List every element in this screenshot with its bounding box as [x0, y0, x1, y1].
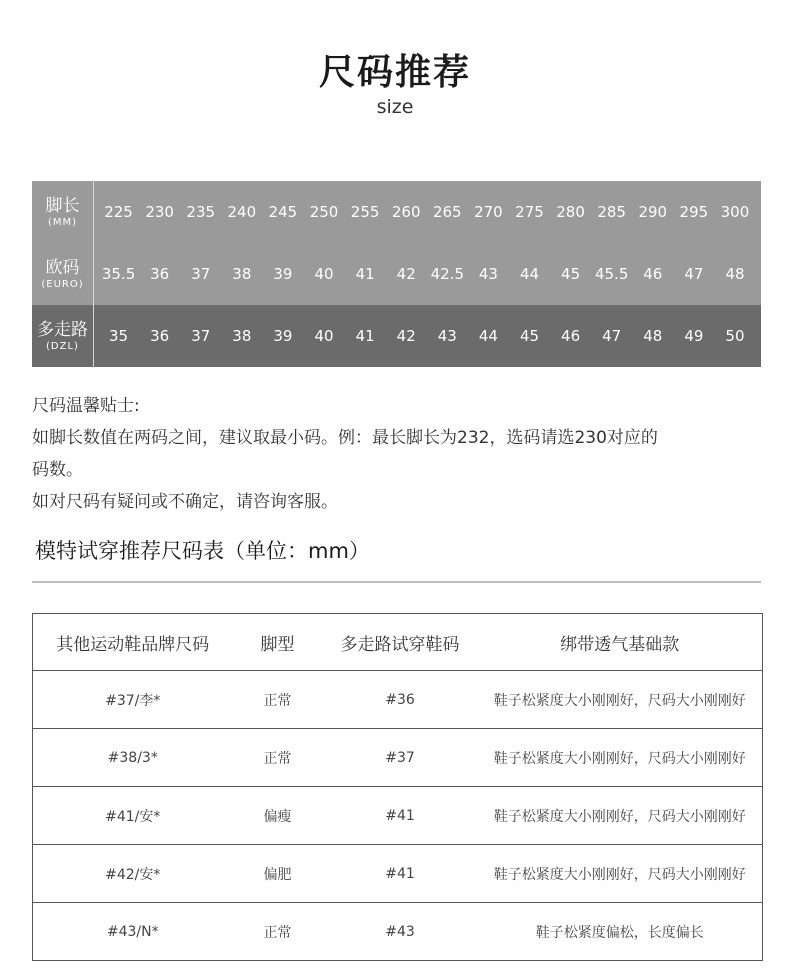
size-cell: 46: [561, 327, 581, 345]
tips-line: 码数。: [32, 460, 83, 480]
table-cell: 鞋子松紧度大小刚刚好，尺码大小刚刚好: [478, 671, 763, 729]
size-cell: 47: [602, 327, 622, 345]
table-row: [33, 729, 763, 787]
size-cell: 39: [273, 327, 293, 345]
size-cell: 290: [638, 203, 668, 221]
table-header-row: [33, 614, 763, 671]
table-cell: 鞋子松紧度大小刚刚好，尺码大小刚刚好: [478, 729, 763, 787]
table-cell: 偏瘦: [233, 787, 323, 845]
table-cell: 正常: [233, 729, 323, 787]
table-cell: 正常: [233, 671, 323, 729]
model-size-table: [32, 613, 763, 961]
table-cell: 正常: [233, 903, 323, 961]
size-cell: 36: [150, 327, 170, 345]
size-row-euro: [32, 243, 761, 305]
tips-line: 如对尺码有疑问或不确定，请咨询客服。: [32, 492, 338, 512]
size-cell: 40: [314, 265, 334, 283]
row-unit: (MM): [47, 216, 78, 228]
size-cell: 42: [396, 327, 416, 345]
row-header: [32, 181, 94, 243]
table-cell: 鞋子松紧度大小刚刚好，尺码大小刚刚好: [478, 787, 763, 845]
divider: [32, 581, 761, 583]
size-cell: 300: [720, 203, 750, 221]
size-cell: 235: [186, 203, 216, 221]
size-cell: 35: [109, 327, 129, 345]
size-cell: 39: [273, 265, 293, 283]
table-cell: #38/3*: [33, 729, 233, 787]
size-cell: 230: [145, 203, 174, 221]
table-cell: #37/李*: [33, 671, 233, 729]
size-cell: 45: [519, 327, 540, 345]
size-cell: 48: [725, 265, 745, 283]
table-cell: #41/安*: [33, 787, 233, 845]
table-row: [33, 903, 763, 961]
table-cell: #41: [323, 787, 478, 845]
size-cell: 240: [227, 203, 257, 221]
size-cell: 40: [314, 327, 334, 345]
size-cell: 42: [396, 265, 416, 283]
size-cell: 255: [350, 203, 380, 221]
size-cell: 225: [104, 203, 133, 221]
table-cell: #42/安*: [33, 845, 233, 903]
size-cell: 265: [432, 203, 462, 221]
column-header: 脚型: [233, 614, 323, 671]
tips-line: 如脚长数值在两码之间，建议取最小码。例：最长脚长为232，选码请选230对应的: [32, 428, 658, 448]
model-section-title: 模特试穿推荐尺码表（单位：mm）: [35, 539, 370, 563]
table-cell: 鞋子松紧度偏松，长度偏长: [478, 903, 763, 961]
column-header: 绑带透气基础款: [478, 614, 763, 671]
size-cell: 37: [191, 327, 211, 345]
size-cell: 250: [309, 203, 339, 221]
size-cell: 41: [355, 265, 375, 283]
size-cell: 47: [684, 265, 704, 283]
size-cell: 295: [679, 203, 709, 221]
page-title: 尺码推荐: [318, 52, 471, 93]
size-cell: 41: [355, 327, 375, 345]
size-cell: 44: [478, 327, 498, 345]
size-cell: 49: [684, 327, 704, 345]
size-cell: 280: [556, 203, 585, 221]
row-label: 脚长: [45, 195, 80, 216]
table-cell: #37: [323, 729, 478, 787]
size-cell: 38: [232, 265, 252, 283]
row-unit: (EURO): [41, 278, 84, 290]
size-cell: 46: [643, 265, 663, 283]
size-cell: 38: [232, 327, 252, 345]
size-cell: 270: [474, 203, 503, 221]
table-cell: #36: [323, 671, 478, 729]
size-cell: 35.5: [101, 265, 136, 283]
row-header: [32, 243, 94, 305]
tips-heading: 尺码温馨贴士:: [32, 396, 140, 416]
size-cell: 43: [437, 327, 457, 345]
size-cell: 45.5: [594, 265, 629, 283]
size-cell: 36: [150, 265, 170, 283]
size-cell: 245: [268, 203, 298, 221]
size-cell: 48: [643, 327, 663, 345]
size-cell: 45: [561, 265, 581, 283]
size-cell: 260: [391, 203, 421, 221]
column-header: 多走路试穿鞋码: [323, 614, 478, 671]
size-cell: 42.5: [430, 265, 464, 283]
page-subtitle: size: [376, 96, 414, 118]
table-cell: #43/N*: [33, 903, 233, 961]
row-label: 欧码: [45, 257, 80, 278]
row-label: 多走路: [37, 319, 88, 340]
size-cell: 285: [597, 203, 626, 221]
column-header: 其他运动鞋品牌尺码: [33, 614, 233, 671]
size-tips: [32, 390, 752, 518]
table-cell: 鞋子松紧度大小刚刚好，尺码大小刚刚好: [478, 845, 763, 903]
table-row: [33, 787, 763, 845]
row-unit: (DZL): [46, 340, 79, 352]
size-row-foot-length: [32, 181, 761, 243]
size-chart: [32, 181, 761, 367]
table-row: [33, 845, 763, 903]
table-cell: #43: [323, 903, 478, 961]
size-cell: 275: [515, 203, 544, 221]
size-cell: 50: [725, 327, 745, 345]
size-cell: 37: [191, 265, 211, 283]
size-cell: 43: [478, 265, 498, 283]
size-row-dzl: [32, 305, 761, 367]
table-cell: #41: [323, 845, 478, 903]
size-cell: 44: [519, 265, 540, 283]
table-row: [33, 671, 763, 729]
row-header: [32, 305, 94, 367]
table-cell: 偏肥: [233, 845, 323, 903]
